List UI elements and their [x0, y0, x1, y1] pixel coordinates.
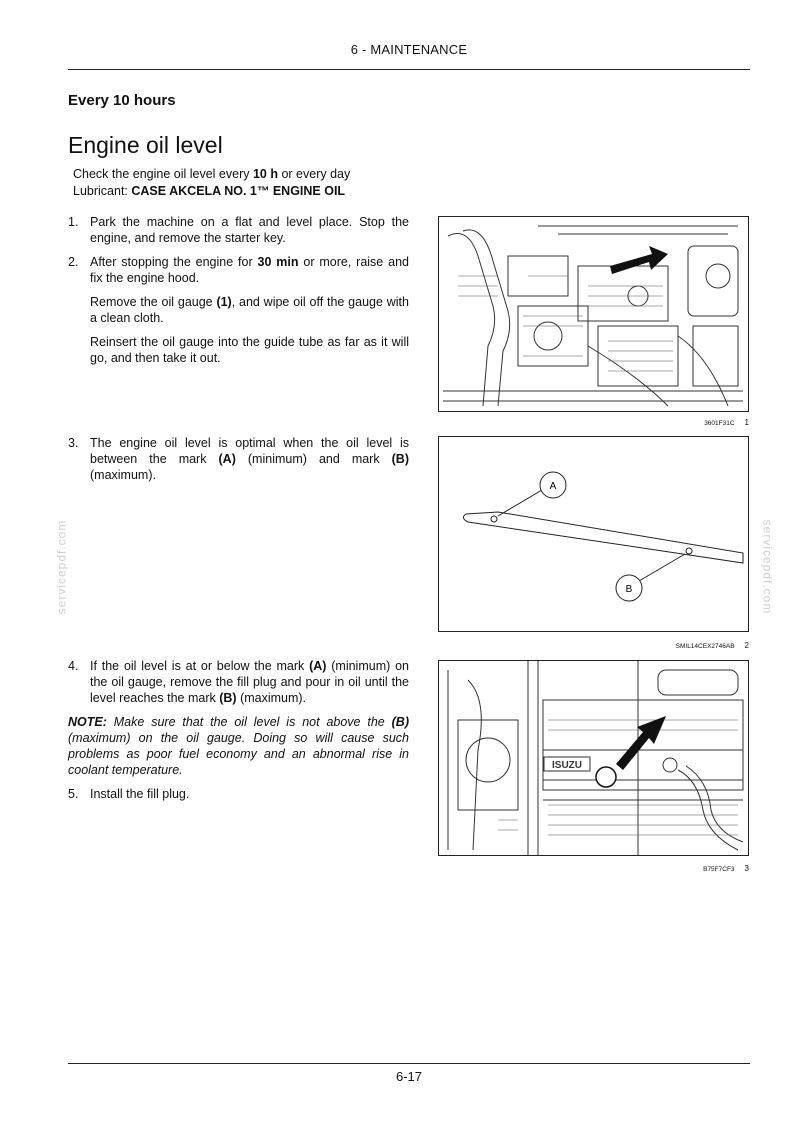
fill-plug	[596, 767, 616, 787]
figure-3-engine-photo	[438, 660, 749, 856]
watermark-right: servicepdf.com	[760, 519, 775, 615]
page-header: 6 - MAINTENANCE	[350, 42, 468, 57]
step-3: 3. The engine oil level is optimal when the oil level is between the mark (A) (minimum) and mark (B) (maximum).	[68, 436, 409, 482]
figure-1-caption: 3601F31C 1	[704, 418, 749, 427]
note: NOTE: Make sure that the oil level is not above the (B) (maximum) on the oil gauge. Doing so will cause such problems as poor fuel economy and an abnormal rise in coolant temperature.	[68, 715, 409, 777]
mark-b-label: B	[625, 584, 633, 595]
step-5: 5. Install the fill plug.	[68, 787, 190, 801]
intro	[73, 166, 350, 200]
step-2: 2. After stopping the engine for 30 min or more, raise and fix the engine hood.	[68, 255, 409, 285]
step-1: 1. Park the machine on a flat and level place. Stop the engine, and remove the starter key.	[68, 215, 409, 245]
watermark-left: servicepdf.com	[54, 519, 69, 615]
steps-block-2	[68, 435, 409, 483]
steps-block-1	[68, 214, 409, 366]
header-rule	[68, 69, 750, 70]
figure-1-engine-photo	[438, 216, 749, 412]
figure-2-caption: SMIL14CEX2746AB 2	[675, 641, 749, 650]
step-2-reinsert-gauge: Reinsert the oil gauge into the guide tube as far as it will go, and then take it out.	[90, 335, 409, 365]
steps-block-3	[68, 658, 409, 802]
page-title: Engine oil level	[68, 132, 223, 158]
page-number: 6-17	[395, 1069, 423, 1084]
footer-rule	[68, 1063, 750, 1064]
figure-3-caption: B75F7CF3 3	[703, 864, 749, 873]
intro-line-lubricant: Lubricant: CASE AKCELA NO. 1™ ENGINE OIL	[73, 184, 346, 198]
step-4: 4. If the oil level is at or below the mark (A) (minimum) on the oil gauge, remove the fill plug and pour in oil until the level reaches the mark (B) (maximum).	[68, 659, 409, 705]
figure-2-dipstick-diagram	[438, 436, 749, 632]
section-heading: Every 10 hours	[68, 92, 176, 109]
step-2-remove-gauge: Remove the oil gauge (1), and wipe oil off the gauge with a clean cloth.	[90, 295, 409, 325]
engine-brand-text: ISUZU	[552, 760, 582, 771]
mark-a-label: A	[549, 481, 557, 492]
note-label: NOTE:	[68, 715, 107, 729]
intro-line-interval: Check the engine oil level every 10 h or every day	[73, 167, 351, 181]
